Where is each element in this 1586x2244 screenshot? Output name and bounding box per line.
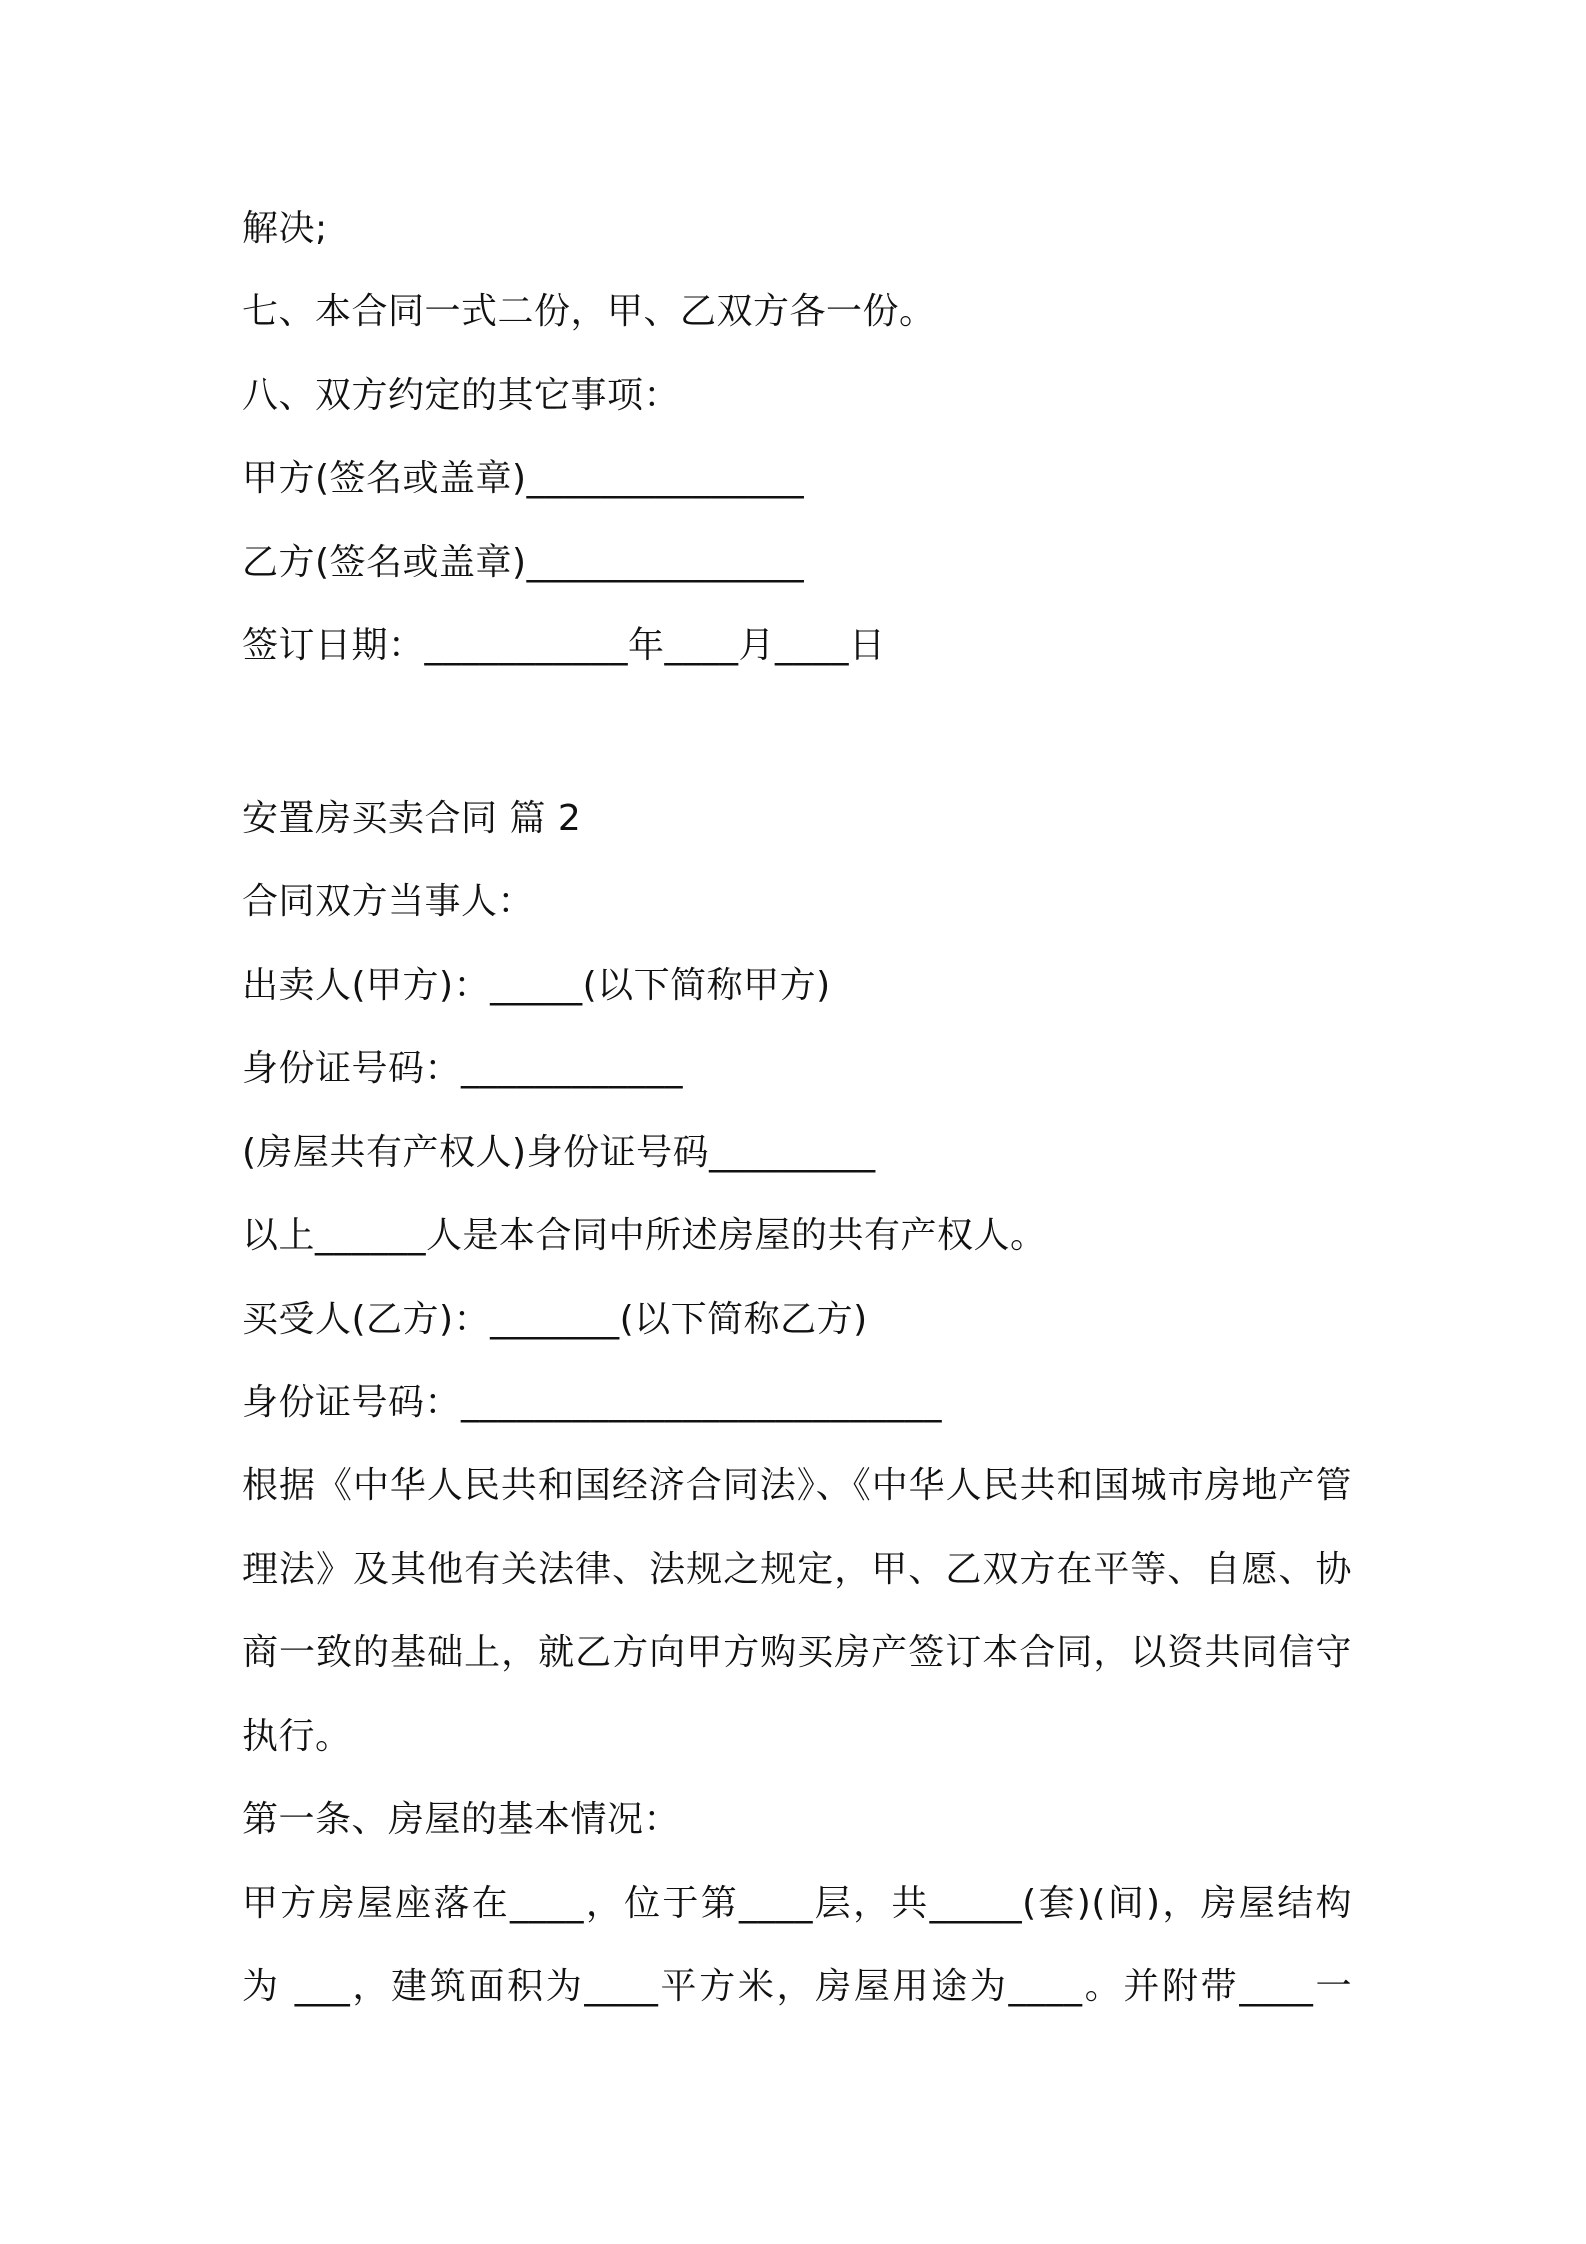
article-1-line-1: 甲方房屋座落在____，位于第____层，共_____(套)(间)，房屋结构 [242, 1883, 1352, 1924]
buyer-id-line: 身份证号码：__________________________ [242, 1382, 943, 1423]
preamble-line-1: 根据《中华人民共和国经济合同法》、《中华人民共和国城市房地产管 [242, 1465, 1352, 1506]
text-line-clause-8: 八、双方约定的其它事项： [242, 375, 681, 416]
preamble-line-3: 商一致的基础上，就乙方向甲方购买房产签订本合同，以资共同信守 [242, 1632, 1352, 1673]
co-owner-id-line: (房屋共有产权人)身份证号码_________ [242, 1132, 876, 1173]
text-line-clause-7: 七、本合同一式二份，甲、乙双方各一份。 [242, 291, 936, 332]
preamble-line-4: 执行。 [242, 1716, 352, 1757]
party-b-signature-line: 乙方(签名或盖章)_______________ [242, 542, 805, 583]
seller-id-line: 身份证号码：____________ [242, 1048, 684, 1089]
buyer-line: 买受人(乙方)：_______(以下简称乙方) [242, 1299, 868, 1340]
section-title: 安置房买卖合同 篇 2 [242, 798, 582, 839]
text-line-resolve: 解决; [242, 208, 328, 249]
seller-line: 出卖人(甲方)：_____(以下简称甲方) [242, 965, 831, 1006]
signing-date-line: 签订日期：___________年____月____日 [242, 625, 886, 666]
party-a-signature-line: 甲方(签名或盖章)_______________ [242, 458, 805, 499]
article-1-line-2: 为 ___，建筑面积为____平方米，房屋用途为____。并附带____一 [242, 1966, 1352, 2007]
preamble-line-2: 理法》及其他有关法律、法规之规定，甲、乙双方在平等、自愿、协 [242, 1549, 1352, 1590]
article-1-heading: 第一条、房屋的基本情况： [242, 1799, 681, 1840]
co-owner-count-line: 以上______人是本合同中所述房屋的共有产权人。 [242, 1215, 1047, 1256]
text-line-parties: 合同双方当事人： [242, 881, 535, 922]
